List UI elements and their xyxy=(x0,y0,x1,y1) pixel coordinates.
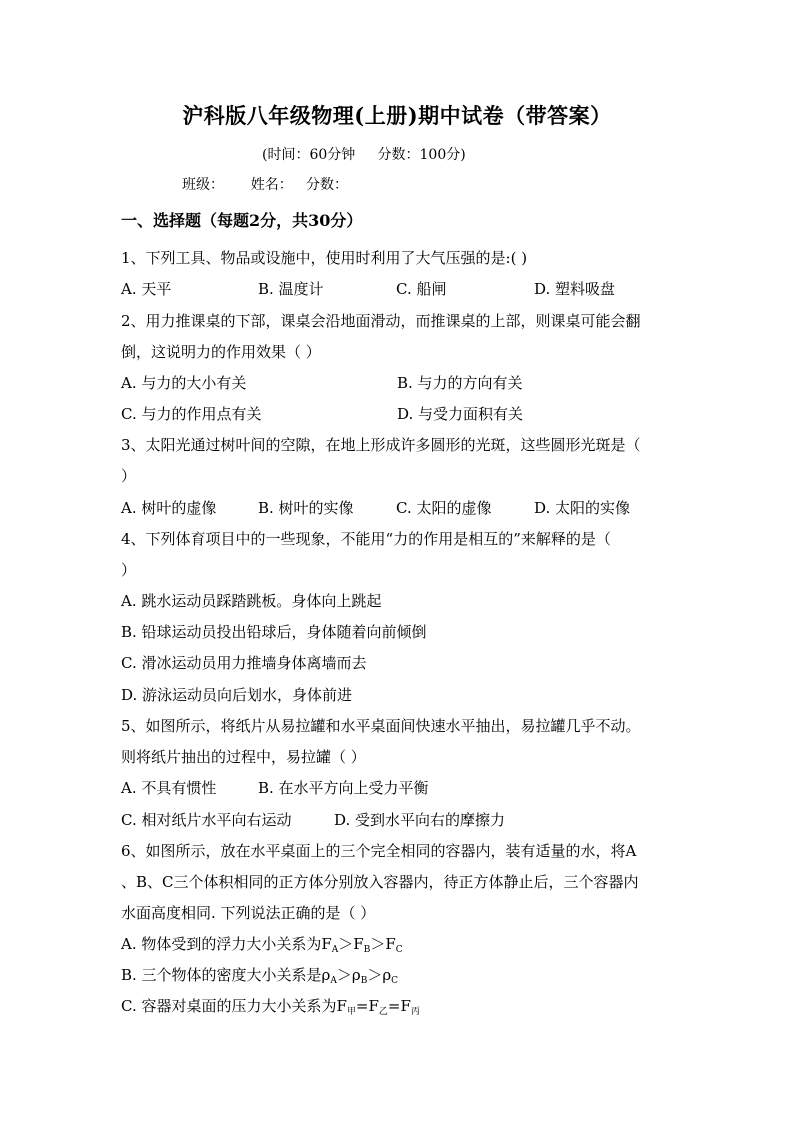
question-6-stem-line1: 6、如图所示，放在水平桌面上的三个完全相同的容器内，装有适量的水，将A xyxy=(121,842,637,860)
q6-option-b xyxy=(121,965,398,991)
q5-option-c: C. 相对纸片水平向右运动 xyxy=(121,811,292,829)
q6-option-c-text: C. 容器对桌面的压力大小关系为F xyxy=(121,997,347,1015)
q5-option-a: A. 不具有惯性 xyxy=(121,779,217,797)
q2-option-a: A. 与力的大小有关 xyxy=(121,374,247,392)
q3-option-a: A. 树叶的虚像 xyxy=(121,499,217,517)
question-4-stem-line2: ） xyxy=(121,561,137,579)
question-4-stem-line1: 4、下列体育项目中的一些现象，不能用“力的作用是相互的”来解释的是（ xyxy=(121,530,611,548)
q3-option-d: D. 太阳的实像 xyxy=(534,499,631,517)
question-3-stem-line2: ） xyxy=(121,467,137,485)
student-info-line: 班级： 姓名： 分数： xyxy=(182,177,349,193)
question-5-stem-line2: 则将纸片抽出的过程中，易拉罐（ ） xyxy=(121,748,366,766)
relation: ＞ρ xyxy=(336,966,361,984)
q3-option-c: C. 太阳的虚像 xyxy=(396,499,492,517)
q1-option-a: A. 天平 xyxy=(121,280,172,298)
subscript: 甲 xyxy=(346,1007,356,1017)
q5-option-d: D. 受到水平向右的摩擦力 xyxy=(334,811,506,829)
q6-option-a-text: A. 物体受到的浮力大小关系为F xyxy=(121,935,332,953)
q5-option-b: B. 在水平方向上受力平衡 xyxy=(258,779,429,797)
q4-option-d: D. 游泳运动员向后划水，身体前进 xyxy=(121,686,353,704)
subscript: B xyxy=(363,945,371,955)
q4-option-a: A. 跳水运动员踩踏跳板。身体向上跳起 xyxy=(121,592,382,610)
relation: =F xyxy=(387,997,411,1015)
question-2-stem-line2: 倒，这说明力的作用效果（ ） xyxy=(121,343,321,361)
question-5-stem-line1: 5、如图所示，将纸片从易拉罐和水平桌面间快速水平抽出，易拉罐几乎不动。 xyxy=(121,717,641,735)
subscript: A xyxy=(330,976,337,986)
q2-option-d: D. 与受力面积有关 xyxy=(397,405,524,423)
page-title: 沪科版八年级物理(上册)期中试卷（带答案） xyxy=(182,103,612,128)
subscript: C xyxy=(391,976,399,986)
exam-time-score: (时间：60分钟 分数：100分) xyxy=(262,147,466,163)
q4-option-b: B. 铅球运动员投出铅球后，身体随着向前倾倒 xyxy=(121,623,427,641)
relation: ＞ρ xyxy=(367,966,392,984)
question-1-stem: 1、下列工具、物品或设施中，使用时利用了大气压强的是:( ) xyxy=(121,249,528,267)
subscript: C xyxy=(395,945,403,955)
q2-option-c: C. 与力的作用点有关 xyxy=(121,405,262,423)
relation: =F xyxy=(355,997,379,1015)
q4-option-c: C. 滑冰运动员用力推墙身体离墙而去 xyxy=(121,654,367,672)
q6-option-c xyxy=(121,996,420,1022)
q6-option-a xyxy=(121,934,403,960)
q3-option-b: B. 树叶的实像 xyxy=(258,499,354,517)
q1-option-d: D. 塑料吸盘 xyxy=(534,280,616,298)
q1-option-b: B. 温度计 xyxy=(258,280,324,298)
section-heading: 一、选择题（每题2分，共30分） xyxy=(121,211,363,230)
q2-option-b: B. 与力的方向有关 xyxy=(397,374,523,392)
relation: ＞F xyxy=(338,935,364,953)
question-6-stem-line3: 水面高度相同. 下列说法正确的是（ ） xyxy=(121,904,376,922)
q6-option-b-text: B. 三个物体的密度大小关系是ρ xyxy=(121,966,331,984)
question-2-stem-line1: 2、用力推课桌的下部，课桌会沿地面滑动，而推课桌的上部，则课桌可能会翻 xyxy=(121,312,641,330)
subscript: 乙 xyxy=(378,1007,388,1017)
relation: ＞F xyxy=(370,935,396,953)
subscript: A xyxy=(331,945,339,955)
subscript: B xyxy=(360,976,368,986)
question-6-stem-line2: 、B、C三个体积相同的正方体分别放入容器内，待正方体静止后，三个容器内 xyxy=(121,873,639,891)
subscript: 丙 xyxy=(410,1007,420,1017)
q1-option-c: C. 船闸 xyxy=(396,280,447,298)
question-3-stem-line1: 3、太阳光通过树叶间的空隙，在地上形成许多圆形的光斑，这些圆形光斑是（ xyxy=(121,436,641,454)
